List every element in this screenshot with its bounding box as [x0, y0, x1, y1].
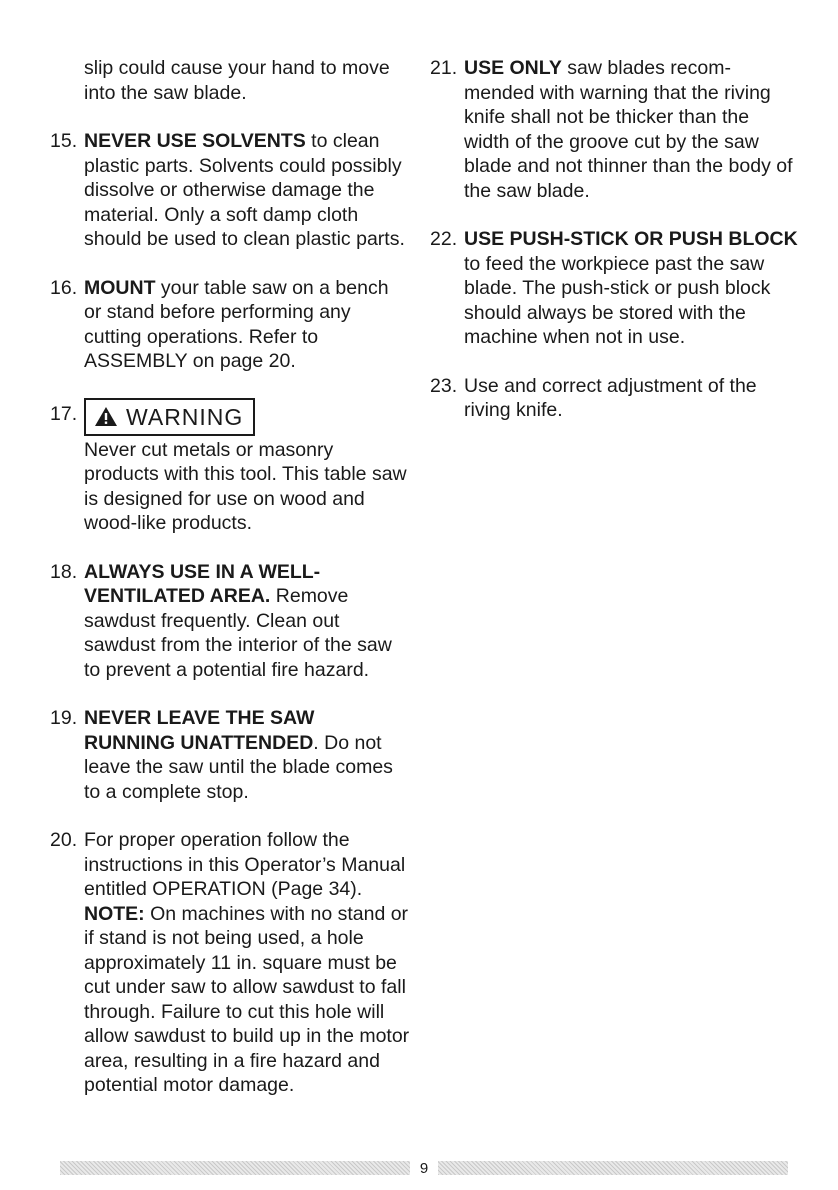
item-text: Use and correct adjustment of the riving knife. — [464, 374, 757, 421]
note-label: NOTE: — [84, 902, 145, 925]
list-item-16 — [50, 276, 410, 374]
item-text: For proper operation follow the instructions in this Operator’s Manual entitled OPERATION (Page 34). — [84, 829, 406, 900]
list-item-19 — [50, 706, 410, 804]
item-number: 21. — [430, 57, 458, 79]
left-column — [50, 56, 410, 1122]
item-number: 19. — [50, 707, 78, 729]
item-number: 22. — [430, 228, 458, 250]
item-heading: MOUNT — [84, 276, 156, 299]
item-heading: NEVER LEAVE THE SAW RUNNING UNATTENDED — [84, 707, 315, 754]
note-text: On machines with no stand or if stand is not being used, a hole approximately 11 in. square must be cut under saw to allow sawdust to fall through. Failure to cut this hole will allow sawdust to build up in the motor area, resulting in a fire hazard and potential motor damage. — [84, 902, 410, 1096]
footer-rule-right — [438, 1161, 788, 1175]
note-paragraph — [84, 902, 410, 1098]
list-item-15 — [50, 129, 410, 252]
item-text: Remove sawdust frequently. Clean out sawdust from the interior of the saw to prevent a potential fire hazard. — [84, 585, 392, 681]
warning-label: WARNING — [126, 403, 244, 430]
item-number: 18. — [50, 560, 78, 583]
warning-label-box — [84, 398, 255, 436]
item-number: 16. — [50, 276, 78, 299]
item-heading: USE ONLY — [464, 57, 562, 79]
right-column — [430, 56, 800, 447]
list-item-17 — [50, 398, 410, 536]
list-item-23 — [430, 374, 800, 423]
continuation-text: slip could cause your hand to move into the saw blade. — [84, 57, 390, 104]
item-text: to clean plastic parts. Solvents could possibly dissolve or otherwise damage the material. Only a soft damp cloth should be used to clean plastic parts. — [84, 130, 405, 250]
item-text: Never cut metals or masonry products with this tool. This table saw is designed for use on wood and wood-like products. — [84, 438, 407, 534]
item-heading: NEVER USE SOLVENTS — [84, 130, 306, 152]
list-item-18 — [50, 560, 410, 683]
footer-rule-left — [60, 1161, 410, 1175]
item-number: 23. — [430, 374, 458, 397]
item-number: 20. — [50, 829, 78, 851]
list-item-20 — [50, 828, 410, 1098]
list-item-21 — [430, 56, 800, 203]
item-text: to feed the workpiece past the saw blade. The push-stick or push block should always be stored with the machine when not in use. — [464, 252, 771, 348]
item-heading: USE PUSH-STICK OR PUSH BLOCK — [464, 228, 798, 250]
list-item-22 — [430, 227, 800, 350]
item-text: . Do not leave the saw until the blade comes to a complete stop. — [84, 731, 393, 803]
page-number: 9 — [419, 1159, 429, 1177]
page-footer — [60, 1158, 788, 1178]
item-number: 15. — [50, 130, 78, 152]
warning-triangle-icon — [94, 406, 118, 427]
item-text: your table saw on a bench or stand before performing any cutting operations. Refer to ASSEMBLY on page 20. — [84, 276, 389, 372]
item-number: 17. — [50, 402, 78, 425]
item-text: saw blades recom-mended with warning that the riving knife shall not be thicker than the width of the groove cut by the saw blade and not thinner than the body of the saw blade. — [464, 57, 793, 202]
item-heading: ALWAYS USE IN A WELL-VENTILATED AREA. — [84, 560, 321, 607]
